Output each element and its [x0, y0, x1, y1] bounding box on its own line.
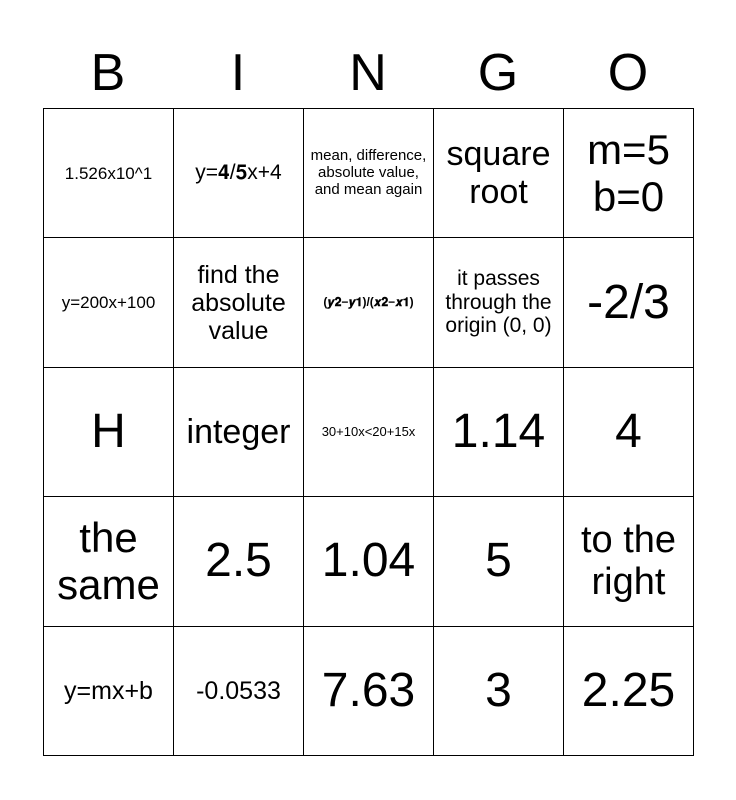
bingo-cell[interactable]: m=5 b=0 — [564, 109, 694, 238]
bingo-row-5 — [44, 626, 694, 755]
bingo-cell[interactable]: y=200x+100 — [44, 238, 174, 367]
bingo-cell[interactable]: 4 — [564, 367, 694, 496]
bingo-cell[interactable]: 1.04 — [304, 497, 434, 626]
header-letter-n: N — [349, 44, 387, 102]
bingo-cell[interactable]: 3 — [434, 626, 564, 755]
bingo-cell[interactable]: 1.14 — [434, 367, 564, 496]
bingo-cell[interactable]: -2/3 — [564, 238, 694, 367]
bingo-cell[interactable]: it passes through the origin (0, 0) — [434, 238, 564, 367]
bingo-cell[interactable]: H — [44, 367, 174, 496]
bingo-cell[interactable]: find the absolute value — [174, 238, 304, 367]
header-letter-b: B — [90, 44, 126, 102]
bingo-row-2 — [44, 238, 694, 367]
bingo-cell[interactable]: 2.25 — [564, 626, 694, 755]
bingo-cell[interactable]: -0.0533 — [174, 626, 304, 755]
bingo-cell[interactable]: 2.5 — [174, 497, 304, 626]
bingo-cell[interactable]: 30+10x<20+15x — [304, 367, 434, 496]
header-letter-g: G — [477, 44, 519, 102]
bingo-row-4 — [44, 497, 694, 626]
bingo-cell[interactable]: 5 — [434, 497, 564, 626]
bingo-cell[interactable]: square root — [434, 109, 564, 238]
header-letter-o: O — [607, 44, 649, 102]
header-letter-i: I — [230, 44, 246, 102]
bingo-cell[interactable]: to the right — [564, 497, 694, 626]
bingo-cell[interactable]: y=mx+b — [44, 626, 174, 755]
bingo-cell[interactable]: 7.63 — [304, 626, 434, 755]
bingo-row-3 — [44, 367, 694, 496]
bingo-card — [43, 108, 694, 756]
bingo-cell[interactable]: the same — [44, 497, 174, 626]
bingo-header — [43, 38, 693, 108]
bingo-cell[interactable]: (𝒚𝟐−𝒚𝟏)/(𝒙𝟐−𝒙𝟏) — [304, 238, 434, 367]
bingo-cell[interactable]: y=𝟒/𝟓x+4 — [174, 109, 304, 238]
bingo-row-1 — [44, 109, 694, 238]
bingo-cell[interactable]: 1.526x10^1 — [44, 109, 174, 238]
bingo-cell[interactable]: integer — [174, 367, 304, 496]
bingo-cell[interactable]: mean, difference, absolute value, and mean again — [304, 109, 434, 238]
